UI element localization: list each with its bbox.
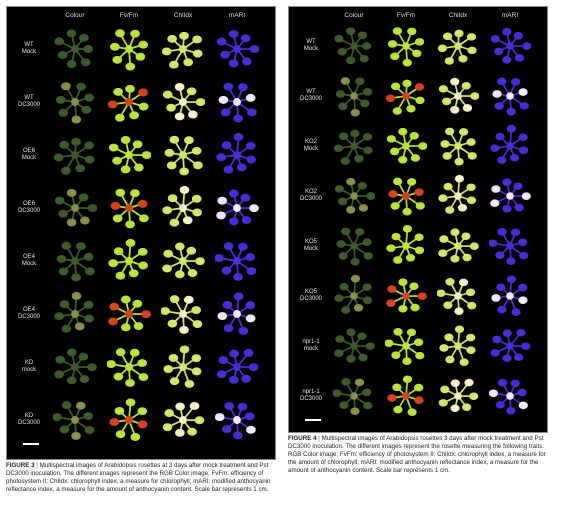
rosette-image xyxy=(437,225,479,267)
rosette-image xyxy=(437,375,479,417)
rosette-image xyxy=(215,186,259,230)
row-label-line2: Mock xyxy=(303,46,319,52)
row-label-line2: DC3000 xyxy=(299,296,322,302)
row-label xyxy=(13,413,45,427)
row-label-line1: KD xyxy=(24,413,34,419)
row-label-line1: KO5 xyxy=(304,289,317,295)
figure-3-caption-text: Multispectral images of Arabidopsis rosettes at 3 days after mock treatment and Pst DC3000 inoculation. The different images represent the RGB Color image; FvFm: efficiency of photosystem II; ChlIdx: chlorophyll index, a measure for chlorophyll; mARI: modified anthocyanin reflectance index, a measure for the amount of anthocyanin content. Scale bar represents 1 cm. xyxy=(6,462,271,493)
rosette-image xyxy=(107,239,151,283)
rosette-image xyxy=(161,239,205,283)
row-label-line1: WT xyxy=(24,42,34,48)
rosette-image xyxy=(215,239,259,283)
row-label xyxy=(295,39,327,53)
rosette-image xyxy=(107,292,151,336)
rosette-image xyxy=(437,325,479,367)
rosette-image xyxy=(385,225,427,267)
rosette-image xyxy=(107,345,151,389)
column-header-fv-fm: Fv/Fm xyxy=(396,12,416,19)
rosette-image xyxy=(107,27,151,71)
rosette-image xyxy=(161,292,205,336)
rosette-image xyxy=(107,80,151,124)
row-label-line2: DC3000 xyxy=(299,196,322,202)
row-label-line1: KO2 xyxy=(304,189,317,195)
row-label-line2: DC3000 xyxy=(17,314,40,320)
row-label-line1: WT xyxy=(306,89,316,95)
row-label xyxy=(295,389,327,403)
row-label xyxy=(13,201,45,215)
row-label xyxy=(13,254,45,268)
figure-3-image-panel xyxy=(6,6,276,460)
row-label-line2: mock xyxy=(303,346,319,352)
row-label-line2: DC3000 xyxy=(299,96,322,102)
row-label xyxy=(295,339,327,353)
rosette-image xyxy=(437,75,479,117)
row-label xyxy=(295,139,327,153)
rosette-image xyxy=(489,375,531,417)
rosette-image xyxy=(53,239,97,283)
rosette-image xyxy=(53,133,97,177)
rosette-image xyxy=(161,133,205,177)
rosette-image xyxy=(53,186,97,230)
row-label xyxy=(13,95,45,109)
rosette-image xyxy=(161,80,205,124)
rosette-image xyxy=(53,398,97,442)
row-label-line1: OE6 xyxy=(22,148,35,154)
rosette-image xyxy=(437,275,479,317)
rosette-image xyxy=(333,75,375,117)
row-label-line2: DC3000 xyxy=(17,420,40,426)
row-label-line1: WT xyxy=(24,95,34,101)
row-label-line1: npr1-1 xyxy=(302,389,320,395)
rosette-image xyxy=(489,175,531,217)
row-label-line2: Mock xyxy=(21,261,37,267)
rosette-image xyxy=(215,398,259,442)
rosette-image xyxy=(489,225,531,267)
rosette-image xyxy=(489,25,531,67)
row-label-line1: npr1-1 xyxy=(302,339,320,345)
rosette-image xyxy=(215,292,259,336)
rosette-image xyxy=(107,186,151,230)
row-label xyxy=(295,239,327,253)
column-header-mari: mARI xyxy=(228,12,246,19)
scale-bar xyxy=(305,419,321,421)
row-label-line2: Mock xyxy=(21,49,37,55)
rosette-image xyxy=(385,275,427,317)
row-label-line2: DC3000 xyxy=(299,396,322,402)
rosette-image xyxy=(385,125,427,167)
column-header-colour: Colour xyxy=(344,12,364,19)
rosette-image xyxy=(489,325,531,367)
figure-4-label: FIGURE 4 | xyxy=(288,435,322,442)
rosette-image xyxy=(53,80,97,124)
row-label-line1: KD xyxy=(24,360,34,366)
rosette-image xyxy=(333,325,375,367)
rosette-image xyxy=(489,275,531,317)
row-label xyxy=(295,89,327,103)
rosette-image xyxy=(437,175,479,217)
row-label-line2: DC3000 xyxy=(17,208,40,214)
row-label-line2: Mock xyxy=(303,246,319,252)
figure-3-caption xyxy=(6,462,274,494)
row-label-line2: Mock xyxy=(303,146,319,152)
rosette-image xyxy=(161,398,205,442)
column-header-mari: mARI xyxy=(501,12,519,19)
rosette-image xyxy=(333,25,375,67)
figure-4-image-panel xyxy=(288,6,548,433)
rosette-image xyxy=(489,125,531,167)
row-label-line2: mock xyxy=(21,367,37,373)
rosette-image xyxy=(437,25,479,67)
rosette-image xyxy=(107,398,151,442)
rosette-image xyxy=(489,75,531,117)
rosette-image xyxy=(333,375,375,417)
rosette-image xyxy=(161,345,205,389)
row-label-line2: Mock xyxy=(21,155,37,161)
rosette-image xyxy=(385,75,427,117)
rosette-image xyxy=(53,292,97,336)
figure-4-caption-text: Multispectral images of Arabidopsis rosettes 3 days after mock treatment and Pst DC3000 inoculation. The different images represent the rosette measuring the following traits: RGB Color image; FvFm: efficiency of photosystem II; ChlIdx: chlorophyll index, a measure for the amount of chlorophyll; mARI: modified anthocyanin reflectance index, a measure for the amount of anthocyanin content. Scale bar represents 1 cm. xyxy=(288,435,546,474)
scale-bar xyxy=(23,443,39,445)
row-label xyxy=(295,189,327,203)
column-header-fv-fm: Fv/Fm xyxy=(119,12,139,19)
row-label-line1: OE6 xyxy=(22,201,35,207)
row-label-line2: DC3000 xyxy=(17,102,40,108)
rosette-image xyxy=(215,133,259,177)
row-label-line1: OE4 xyxy=(22,254,35,260)
rosette-image xyxy=(53,345,97,389)
rosette-image xyxy=(333,125,375,167)
column-header-chlidx: ChlIdx xyxy=(173,12,193,19)
row-label xyxy=(13,360,45,374)
rosette-image xyxy=(161,27,205,71)
column-header-colour: Colour xyxy=(65,12,85,19)
rosette-image xyxy=(385,25,427,67)
rosette-image xyxy=(215,27,259,71)
rosette-image xyxy=(333,275,375,317)
row-label xyxy=(13,307,45,321)
rosette-image xyxy=(215,80,259,124)
rosette-image xyxy=(215,345,259,389)
row-label-line1: KO5 xyxy=(304,239,317,245)
rosette-image xyxy=(385,375,427,417)
rosette-image xyxy=(437,125,479,167)
row-label-line1: WT xyxy=(306,39,316,45)
row-label xyxy=(295,289,327,303)
figure-4-caption xyxy=(288,435,546,475)
row-label-line1: KO2 xyxy=(304,139,317,145)
rosette-image xyxy=(107,133,151,177)
column-header-chlidx: ChlIdx xyxy=(448,12,468,19)
rosette-image xyxy=(333,225,375,267)
rosette-image xyxy=(333,175,375,217)
row-label xyxy=(13,42,45,56)
rosette-image xyxy=(385,175,427,217)
row-label xyxy=(13,148,45,162)
rosette-image xyxy=(161,186,205,230)
rosette-image xyxy=(53,27,97,71)
rosette-image xyxy=(385,325,427,367)
row-label-line1: OE4 xyxy=(22,307,35,313)
figure-3-label: FIGURE 3 | xyxy=(6,462,40,469)
